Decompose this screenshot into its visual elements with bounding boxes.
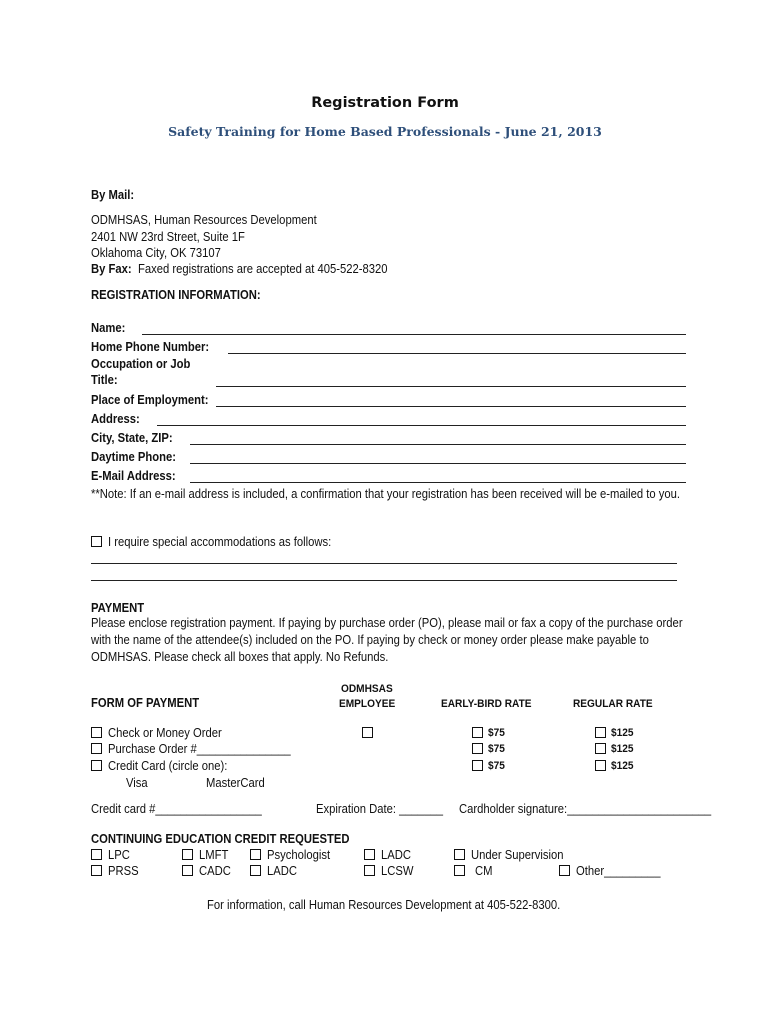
address-label: Address: (91, 412, 140, 426)
employee-header-line2: EMPLOYEE (339, 698, 396, 710)
other-field[interactable]: Other_________ (576, 864, 661, 878)
by-mail-label: By Mail: (91, 188, 135, 202)
lmft-checkbox[interactable] (182, 849, 193, 860)
credit-card-label: Credit Card (circle one): (108, 759, 228, 773)
daytime-phone-field[interactable] (190, 463, 686, 464)
occupation-field[interactable] (216, 386, 686, 387)
odmhsas-employee-checkbox[interactable] (362, 727, 373, 738)
accommodations-checkbox[interactable] (91, 536, 102, 547)
other-checkbox[interactable] (559, 865, 570, 876)
mail-address-line3: Oklahoma City, OK 73107 (91, 246, 221, 260)
regular-rate-header: REGULAR RATE (573, 698, 653, 710)
lpc-checkbox[interactable] (91, 849, 102, 860)
early-rate-3: $75 (488, 760, 505, 772)
psychologist-label: Psychologist (267, 848, 331, 862)
footer-info: For information, call Human Resources Development at 405-522-8300. (207, 898, 561, 912)
home-phone-label: Home Phone Number: (91, 340, 210, 354)
daytime-phone-label: Daytime Phone: (91, 450, 177, 464)
psychologist-checkbox[interactable] (250, 849, 261, 860)
under-supervision-label: Under Supervision (471, 848, 564, 862)
accommodations-label: I require special accommodations as follows: (108, 535, 332, 549)
mail-address-line2: 2401 NW 23rd Street, Suite 1F (91, 230, 245, 244)
occupation-label: Occupation or Job (91, 357, 191, 371)
mail-address-line1: ODMHSAS, Human Resources Development (91, 213, 317, 227)
mastercard-option[interactable]: MasterCard (206, 776, 265, 790)
ladc-checkbox-2[interactable] (250, 865, 261, 876)
early-bird-header: EARLY-BIRD RATE (441, 698, 532, 710)
city-state-zip-label: City, State, ZIP: (91, 431, 173, 445)
ladc-label-2: LADC (267, 864, 298, 878)
early-rate-checkbox-1[interactable] (472, 727, 483, 738)
form-title: Registration Form (311, 95, 459, 111)
email-note: **Note: If an e-mail address is included, a confirmation that your registration has been received will be e-mailed to you. (91, 487, 681, 501)
payment-heading: PAYMENT (91, 601, 145, 615)
cadc-label: CADC (199, 864, 231, 878)
accommodations-line-2[interactable] (91, 580, 677, 581)
regular-rate-checkbox-3[interactable] (595, 760, 606, 771)
lpc-label: LPC (108, 848, 130, 862)
name-field[interactable] (142, 334, 686, 335)
occupation-label-title: Title: (91, 373, 118, 387)
credit-card-checkbox[interactable] (91, 760, 102, 771)
place-of-employment-field[interactable] (216, 406, 686, 407)
expiration-date-field[interactable]: Expiration Date: _______ (316, 802, 443, 816)
payment-instructions: Please enclose registration payment. If paying by purchase order (PO), please mail or fax a copy of the purchase order with the name of the attendee(s) included on the PO. If paying by check or money order please make payable to ODMHSAS. Please check all boxes that apply. No Refunds. (91, 616, 683, 664)
cm-checkbox[interactable] (454, 865, 465, 876)
accommodations-line-1[interactable] (91, 563, 677, 564)
email-label: E-Mail Address: (91, 469, 176, 483)
cm-label: CM (475, 864, 493, 878)
fax-text: Faxed registrations are accepted at 405-522-8320 (138, 262, 388, 276)
employee-header-line1: ODMHSAS (341, 683, 393, 695)
purchase-order-label: Purchase Order #_______________ (108, 742, 291, 756)
prss-checkbox[interactable] (91, 865, 102, 876)
lmft-label: LMFT (199, 848, 229, 862)
ladc-label-1: LADC (381, 848, 412, 862)
early-rate-1: $75 (488, 727, 505, 739)
lcsw-label: LCSW (381, 864, 414, 878)
early-rate-checkbox-3[interactable] (472, 760, 483, 771)
credit-card-number-field[interactable]: Credit card #_________________ (91, 802, 262, 816)
city-state-zip-field[interactable] (190, 444, 686, 445)
regular-rate-checkbox-2[interactable] (595, 743, 606, 754)
place-of-employment-label: Place of Employment: (91, 393, 209, 407)
check-money-order-label: Check or Money Order (108, 726, 222, 740)
home-phone-field[interactable] (228, 353, 686, 354)
regular-rate-checkbox-1[interactable] (595, 727, 606, 738)
check-money-order-checkbox[interactable] (91, 727, 102, 738)
regular-rate-1: $125 (611, 727, 634, 739)
purchase-order-checkbox[interactable] (91, 743, 102, 754)
early-rate-checkbox-2[interactable] (472, 743, 483, 754)
regular-rate-2: $125 (611, 743, 634, 755)
ce-heading: CONTINUING EDUCATION CREDIT REQUESTED (91, 832, 350, 846)
cardholder-signature-field[interactable]: Cardholder signature:_______________________ (459, 802, 712, 816)
prss-label: PRSS (108, 864, 139, 878)
email-field[interactable] (190, 482, 686, 483)
registration-heading: REGISTRATION INFORMATION: (91, 288, 261, 302)
under-supervision-checkbox[interactable] (454, 849, 465, 860)
by-fax-label: By Fax: (91, 262, 132, 276)
early-rate-2: $75 (488, 743, 505, 755)
regular-rate-3: $125 (611, 760, 634, 772)
form-of-payment-header: FORM OF PAYMENT (91, 696, 200, 710)
name-label: Name: (91, 321, 126, 335)
visa-option[interactable]: Visa (126, 776, 148, 790)
form-subtitle: Safety Training for Home Based Professionals - June 21, 2013 (168, 124, 602, 139)
cadc-checkbox[interactable] (182, 865, 193, 876)
lcsw-checkbox[interactable] (364, 865, 375, 876)
address-field[interactable] (157, 425, 686, 426)
ladc-checkbox-1[interactable] (364, 849, 375, 860)
